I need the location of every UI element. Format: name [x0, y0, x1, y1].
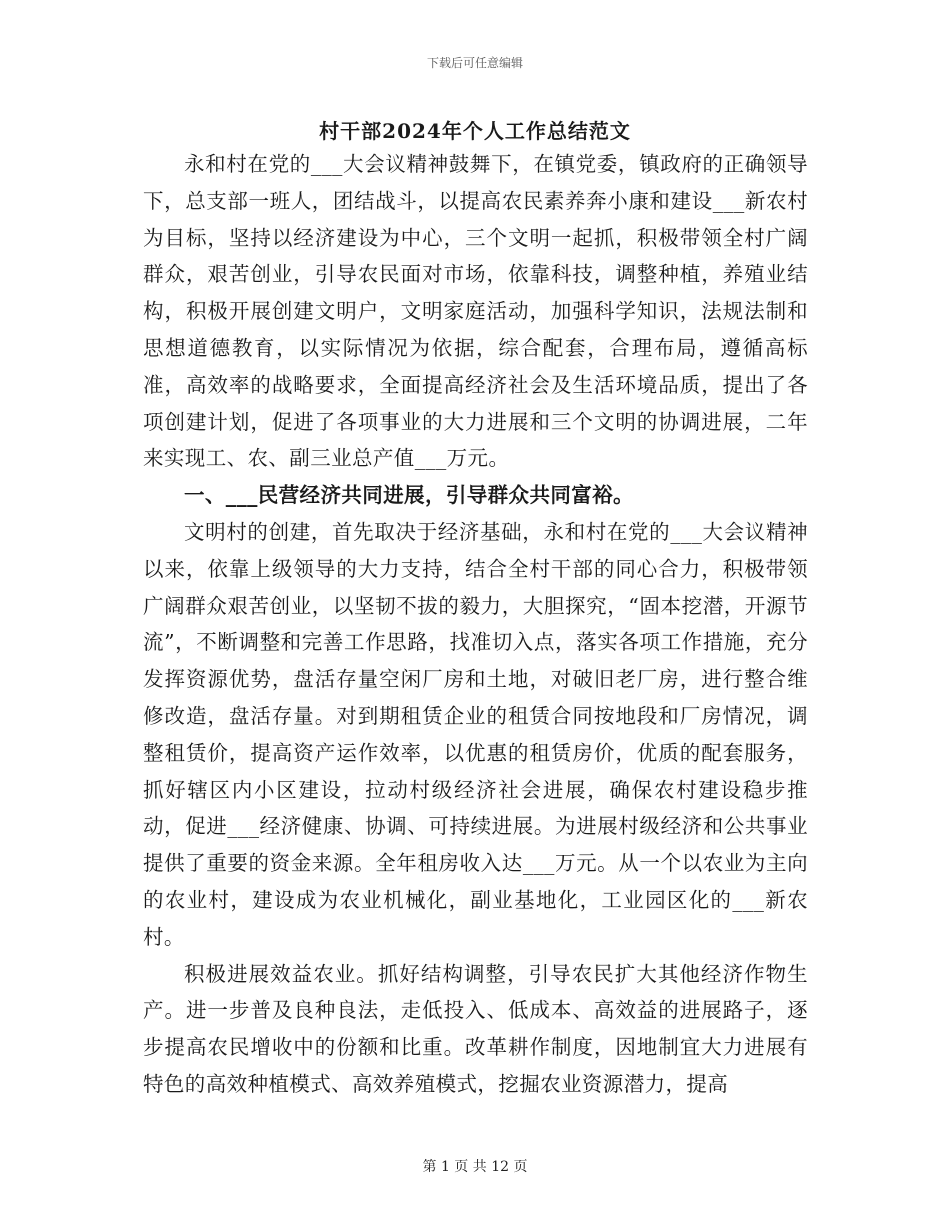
paragraph-agriculture: 积极进展效益农业。抓好结构调整，引导农民扩大其他经济作物生产。进一步普及良种良法，走低投入、低成本、高效益的进展路子，逐步提高农民增收中的份额和比重。改革耕作制度，因地制宜大力进展有特色的高效种植模式、高效养殖模式，挖掘农业资源潜力，提高 [143, 961, 808, 1096]
page-footer: 第 1 页 共 12 页 [422, 1159, 528, 1175]
section-heading: 一、___民营经济共同进展，引导群众共同富裕。 [184, 483, 634, 508]
document-body [143, 146, 808, 1103]
document-title: 村干部2024年个人工作总结范文 [319, 119, 631, 143]
header-note: 下载后可任意编辑 [426, 56, 523, 70]
paragraph-economy: 文明村的创建，首先取决于经济基础，永和村在党的___大会议精神以来，依靠上级领导的大力支持，结合全村干部的同心合力，积极带领广阔群众艰苦创业，以坚韧不拔的毅力，大胆探究，“固本挖潜，开源节流”，不断调整和完善工作思路，找准切入点，落实各项工作措施，充分发挥资源优势，盘活存量空闲厂房和土地，对破旧老厂房，进行整合维修改造，盘活存量。对到期租赁企业的租赁合同按地段和厂房情况，调整租赁价，提高资产运作效率，以优惠的租赁房价，优质的配套服务，抓好辖区内小区建设，拉动村级经济社会进展，确保农村建设稳步推动，促进___经济健康、协调、可持续进展。为进展村级经济和公共事业提供了重要的资金来源。全年租房收入达___万元。从一个以农业为主向的农业村，建设成为农业机械化，副业基地化，工业园区化的___新农村。 [143, 519, 808, 949]
paragraph-intro: 永和村在党的___大会议精神鼓舞下，在镇党委，镇政府的正确领导下，总支部一班人，团结战斗，以提高农民素养奔小康和建设___新农村为目标，坚持以经济建设为中心，三个文明一起抓，积极带领全村广阔群众，艰苦创业，引导农民面对市场，依靠科技，调整种植，养殖业结构，积极开展创建文明户，文明家庭活动，加强科学知识，法规法制和思想道德教育，以实际情况为依据，综合配套，合理布局，遵循高标准，高效率的战略要求，全面提高经济社会及生活环境品质，提出了各项创建计划，促进了各项事业的大力进展和三个文明的协调进展，二年来实现工、农、副三业总产值___万元。 [143, 152, 808, 471]
